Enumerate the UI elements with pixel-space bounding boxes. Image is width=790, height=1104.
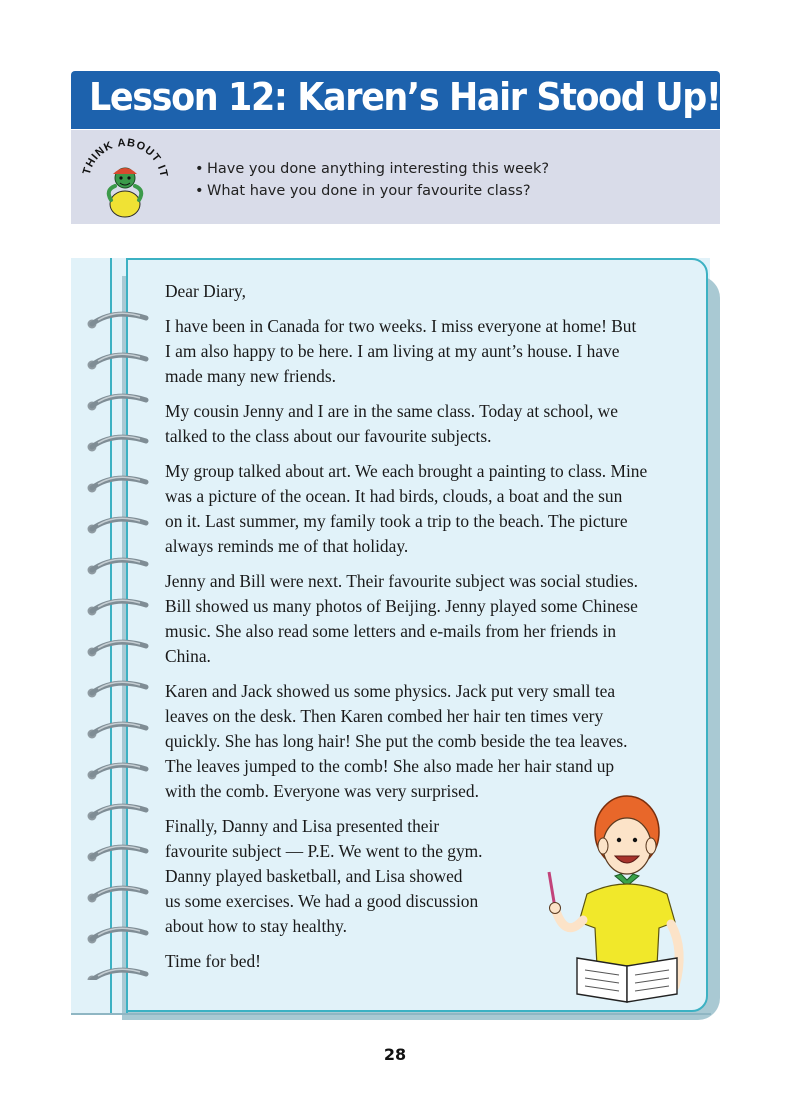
binding-ring	[88, 682, 147, 697]
diary-closing: Time for bed!	[165, 951, 261, 971]
think-about-it-icon	[75, 134, 175, 220]
question-item: • Have you done anything interesting this week?	[195, 161, 550, 177]
binding-ring	[88, 354, 147, 369]
binding-ring	[88, 641, 147, 656]
diary-paragraph: Karen and Jack showed us some physics. Jack put very small tea leaves on the desk. Then Karen combed her hair ten times very quickly. She has long hair! She put the comb beside the tea leaves. The leaves jumped to the comb! She also made her hair stand up with the comb. Everyone was very surprised.	[165, 681, 628, 801]
lesson-title: Lesson 12: Karen’s Hair Stood Up!	[89, 75, 721, 119]
diary-paragraph: Jenny and Bill were next. Their favourite subject was social studies. Bill showed us many photos of Beijing. Jenny played some Chinese music. She also read some letters and e-mails from her friends in China.	[165, 571, 638, 666]
page-number: 28	[383, 1045, 407, 1064]
lesson-title-bar	[71, 71, 720, 129]
notebook-bottom-edge	[71, 1013, 711, 1015]
spiral-binding	[84, 300, 164, 980]
binding-ring	[88, 969, 147, 980]
binding-ring	[88, 313, 147, 328]
binding-ring	[88, 846, 147, 861]
think-about-it-questions	[195, 158, 549, 202]
diary-paragraph: My group talked about art. We each brought a painting to class. Mine was a picture of the ocean. It had birds, clouds, a boat and the sun on it. Last summer, my family took a trip to the beach. The picture always reminds me of that holiday.	[165, 461, 648, 556]
question-item: • What have you done in your favourite class?	[195, 183, 531, 199]
binding-ring	[88, 518, 147, 533]
binding-ring	[88, 805, 147, 820]
binding-ring	[88, 928, 147, 943]
binding-ring	[88, 764, 147, 779]
binding-ring	[88, 600, 147, 615]
binding-ring	[88, 395, 147, 410]
think-about-it-label: THINK ABOUT IT	[80, 136, 170, 179]
boy-writing-illustration	[535, 790, 695, 1010]
think-about-it-box	[71, 130, 720, 224]
diary-greeting: Dear Diary,	[165, 281, 246, 301]
binding-ring	[88, 436, 147, 451]
diary-paragraph: I have been in Canada for two weeks. I miss everyone at home! But I am also happy to be here. I am living at my aunt’s house. I have made many new friends.	[165, 316, 637, 386]
binding-ring	[88, 559, 147, 574]
binding-ring	[88, 477, 147, 492]
binding-ring	[88, 723, 147, 738]
diary-paragraph: My cousin Jenny and I are in the same class. Today at school, we talked to the class about our favourite subjects.	[165, 401, 618, 446]
binding-ring	[88, 887, 147, 902]
diary-paragraph: Finally, Danny and Lisa presented their favourite subject — P.E. We went to the gym. Danny played basketball, and Lisa showed us some exercises. We had a good discussion about how to stay healthy.	[165, 816, 483, 936]
